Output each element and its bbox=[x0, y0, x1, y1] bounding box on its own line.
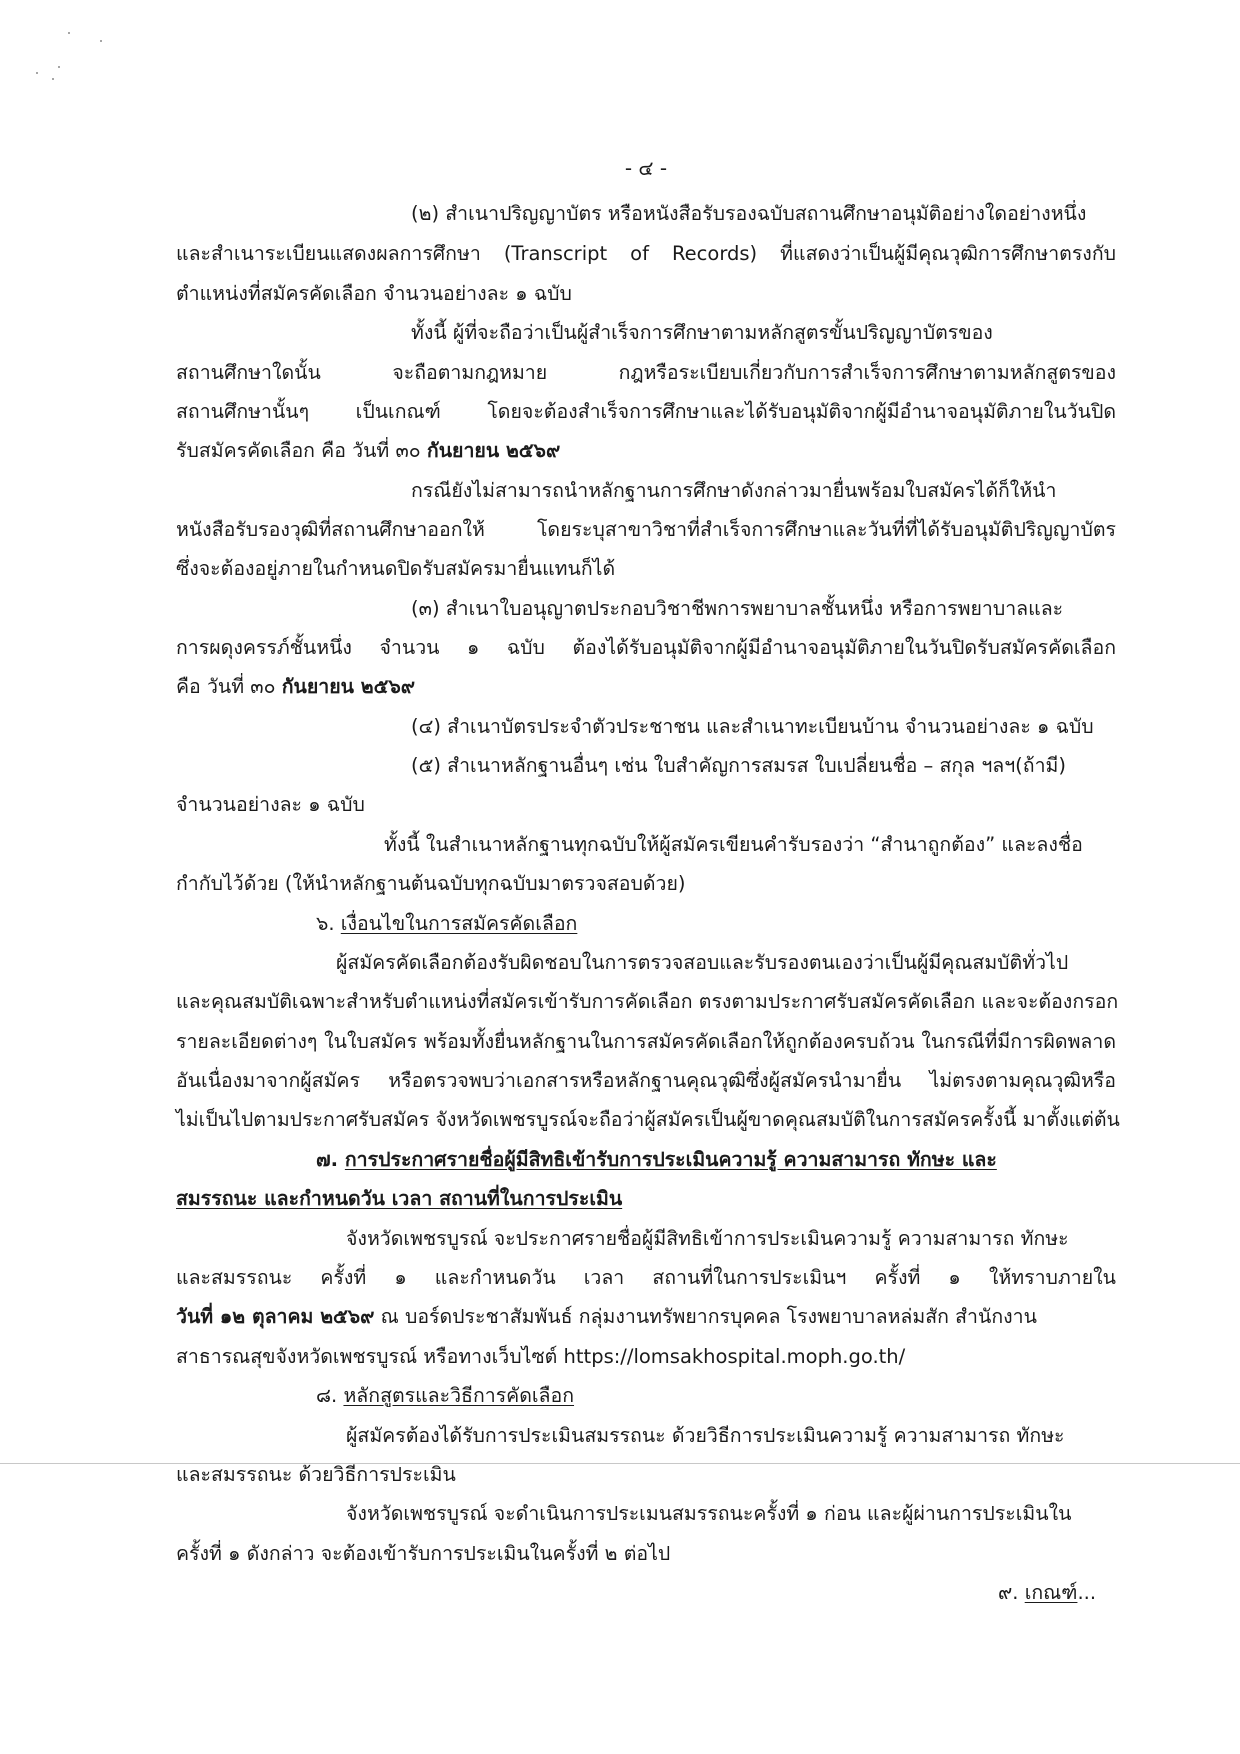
section-6-number: ๖. bbox=[316, 912, 341, 935]
continuation-dots: ... bbox=[1077, 1581, 1097, 1604]
section-7-line-2: และสมรรถนะ ครั้งที่ ๑ และกำหนดวัน เวลา สถานที่ในการประเมินฯ ครั้งที่ ๑ ให้ทราบภายใน bbox=[176, 1266, 1116, 1289]
note-2-line-3: ซึ่งจะต้องอยู่ภายในกำหนดปิดรับสมัครมายื่นแทนก็ได้ bbox=[176, 557, 616, 580]
item-3-line-2: การผดุงครรภ์ชั้นหนึ่ง จำนวน ๑ ฉบับ ต้องได้รับอนุมัติจากผู้มีอำนาจอนุมัติภายในวันปิดรับสมัครคัดเลือก bbox=[176, 636, 1116, 659]
item-5-line-2: จำนวนอย่างละ ๑ ฉบับ bbox=[176, 793, 365, 816]
announcement-place: ณ บอร์ดประชาสัมพันธ์ กลุ่มงานทรัพยากรบุคคล โรงพยาบาลหล่มสัก สำนักงาน bbox=[374, 1305, 1037, 1328]
note-1-line-3: สถานศึกษานั้นๆ เป็นเกณฑ์ โดยจะต้องสำเร็จการศึกษาและได้รับอนุมัติจากผู้มีอำนาจอนุมัติภายในวันปิด bbox=[176, 400, 1116, 423]
license-deadline-date: กันยายน ๒๕๖๙ bbox=[281, 675, 416, 698]
continuation-marker bbox=[998, 1578, 1096, 1608]
item-3-line-1: (๓) สำเนาใบอนุญาตประกอบวิชาชีพการพยาบาลชั้นหนึ่ง หรือการพยาบาลและ bbox=[411, 597, 1064, 620]
section-6-line-5: ไม่เป็นไปตามประกาศรับสมัคร จังหวัดเพชรบูรณ์จะถือว่าผู้สมัครเป็นผู้ขาดคุณสมบัติในการสมัครครั้งนี้ มาตั้งแต่ต้น bbox=[176, 1108, 1120, 1131]
section-8-heading bbox=[316, 1381, 574, 1411]
item-2-line-2: และสำเนาระเบียนแสดงผลการศึกษา (Transcript of Records) ที่แสดงว่าเป็นผู้มีคุณวุฒิการศึกษาตรงกับ bbox=[176, 242, 1116, 265]
continuation-number: ๙. bbox=[998, 1581, 1025, 1604]
continuation-word: เกณฑ์ bbox=[1024, 1581, 1078, 1604]
item-5-line-1: (๕) สำเนาหลักฐานอื่นๆ เช่น ใบสำคัญการสมรส ใบเปลี่ยนชื่อ – สกุล ฯลฯ(ถ้ามี) bbox=[411, 754, 1067, 777]
section-6-line-3: รายละเอียดต่างๆ ในใบสมัคร พร้อมทั้งยื่นหลักฐานในการสมัครคัดเลือกให้ถูกต้องครบถ้วน ในกรณีที่มีการผิดพลาด bbox=[176, 1030, 1116, 1053]
section-8-line-3: จังหวัดเพชรบูรณ์ จะดำเนินการประเมนสมรรถนะครั้งที่ ๑ ก่อน และผู้ผ่านการประเมินใน bbox=[346, 1502, 1072, 1525]
section-8-title: หลักสูตรและวิธีการคัดเลือก bbox=[343, 1384, 575, 1407]
note-1-line-4 bbox=[176, 436, 560, 466]
note-3-line-1: ทั้งนี้ ในสำเนาหลักฐานทุกฉบับให้ผู้สมัครเขียนคำรับรองว่า “สำนาถูกต้อง” และลงชื่อ bbox=[384, 833, 1083, 856]
section-7-heading-line-2 bbox=[176, 1184, 622, 1214]
section-6-line-2: และคุณสมบัติเฉพาะสำหรับตำแหน่งที่สมัครเข้ารับการคัดเลือก ตรงตามประกาศรับสมัครคัดเลือก และจะต้องกรอก bbox=[176, 990, 1119, 1013]
page-number: - ๔ - bbox=[624, 156, 668, 180]
section-7-line-1: จังหวัดเพชรบูรณ์ จะประกาศรายชื่อผู้มีสิทธิเข้าการประเมินความรู้ ความสามารถ ทักษะ bbox=[346, 1227, 1069, 1250]
section-7-heading-line-1 bbox=[316, 1145, 997, 1175]
item-2-line-1: (๒) สำเนาปริญญาบัตร หรือหนังสือรับรองฉบับสถานศึกษาอนุมัติอย่างใดอย่างหนึ่ง bbox=[411, 202, 1087, 225]
section-8-line-4: ครั้งที่ ๑ ดังกล่าว จะต้องเข้ารับการประเมินในครั้งที่ ๒ ต่อไป bbox=[176, 1542, 671, 1565]
deadline-date: กันยายน ๒๕๖๙ bbox=[426, 439, 561, 462]
section-7-number: ๗. bbox=[316, 1148, 345, 1171]
section-6-title: เงื่อนไขในการสมัครคัดเลือก bbox=[340, 912, 578, 935]
section-6-line-1: ผู้สมัครคัดเลือกต้องรับผิดชอบในการตรวจสอบและรับรองตนเองว่าเป็นผู้มีคุณสมบัติทั่วไป bbox=[336, 951, 1069, 974]
section-6-line-4: อันเนื่องมาจากผู้สมัคร หรือตรวจพบว่าเอกสารหรือหลักฐานคุณวุฒิซึ่งผู้สมัครนำมายื่น ไม่ตรงตามคุณวุฒิหรือ bbox=[176, 1069, 1116, 1092]
section-7-line-3 bbox=[176, 1302, 1037, 1332]
note-2-line-1: กรณียังไม่สามารถนำหลักฐานการศึกษาดังกล่าวมายื่นพร้อมใบสมัครได้ก็ให้นำ bbox=[411, 479, 1057, 502]
section-8-line-2: และสมรรถนะ ด้วยวิธีการประเมิน bbox=[176, 1463, 456, 1486]
section-7-title-1: การประกาศรายชื่อผู้มีสิทธิเข้ารับการประเมินความรู้ ความสามารถ ทักษะ และ bbox=[344, 1148, 997, 1171]
deadline-prefix: รับสมัครคัดเลือก คือ วันที่ ๓๐ bbox=[176, 439, 427, 462]
license-deadline-prefix: คือ วันที่ ๓๐ bbox=[176, 675, 282, 698]
note-2-line-2: หนังสือรับรองวุฒิที่สถานศึกษาออกให้ โดยระบุสาขาวิชาที่สำเร็จการศึกษาและวันที่ที่ได้รับอนุมัติปริญญาบัตร bbox=[176, 518, 1116, 541]
note-1-line-2: สถานศึกษาใดนั้น จะถือตามกฎหมาย กฎหรือระเบียบเกี่ยวกับการสำเร็จการศึกษาตามหลักสูตรของ bbox=[176, 361, 1116, 384]
item-4: (๔) สำเนาบัตรประจำตัวประชาชน และสำเนาทะเบียนบ้าน จำนวนอย่างละ ๑ ฉบับ bbox=[411, 715, 1094, 738]
section-7-line-4: สาธารณสุขจังหวัดเพชรบูรณ์ หรือทางเว็บไซต์ https://lomsakhospital.moph.go.th/ bbox=[176, 1345, 906, 1368]
item-2-line-3: ตำแหน่งที่สมัครคัดเลือก จำนวนอย่างละ ๑ ฉบับ bbox=[176, 282, 572, 305]
section-6-heading bbox=[316, 909, 577, 939]
note-1-line-1: ทั้งนี้ ผู้ที่จะถือว่าเป็นผู้สำเร็จการศึกษาตามหลักสูตรขั้นปริญญาบัตรของ bbox=[411, 321, 993, 344]
section-8-line-1: ผู้สมัครต้องได้รับการประเมินสมรรถนะ ด้วยวิธีการประเมินความรู้ ความสามารถ ทักษะ bbox=[346, 1424, 1065, 1447]
item-3-line-3 bbox=[176, 672, 415, 702]
announcement-date: วันที่ ๑๒ ตุลาคม ๒๕๖๙ bbox=[176, 1305, 375, 1328]
section-7-title-2: สมรรถนะ และกำหนดวัน เวลา สถานที่ในการประเมิน bbox=[176, 1187, 623, 1210]
section-8-number: ๘. bbox=[316, 1384, 344, 1407]
note-3-line-2: กำกับไว้ด้วย (ให้นำหลักฐานต้นฉบับทุกฉบับมาตรวจสอบด้วย) bbox=[176, 872, 686, 895]
